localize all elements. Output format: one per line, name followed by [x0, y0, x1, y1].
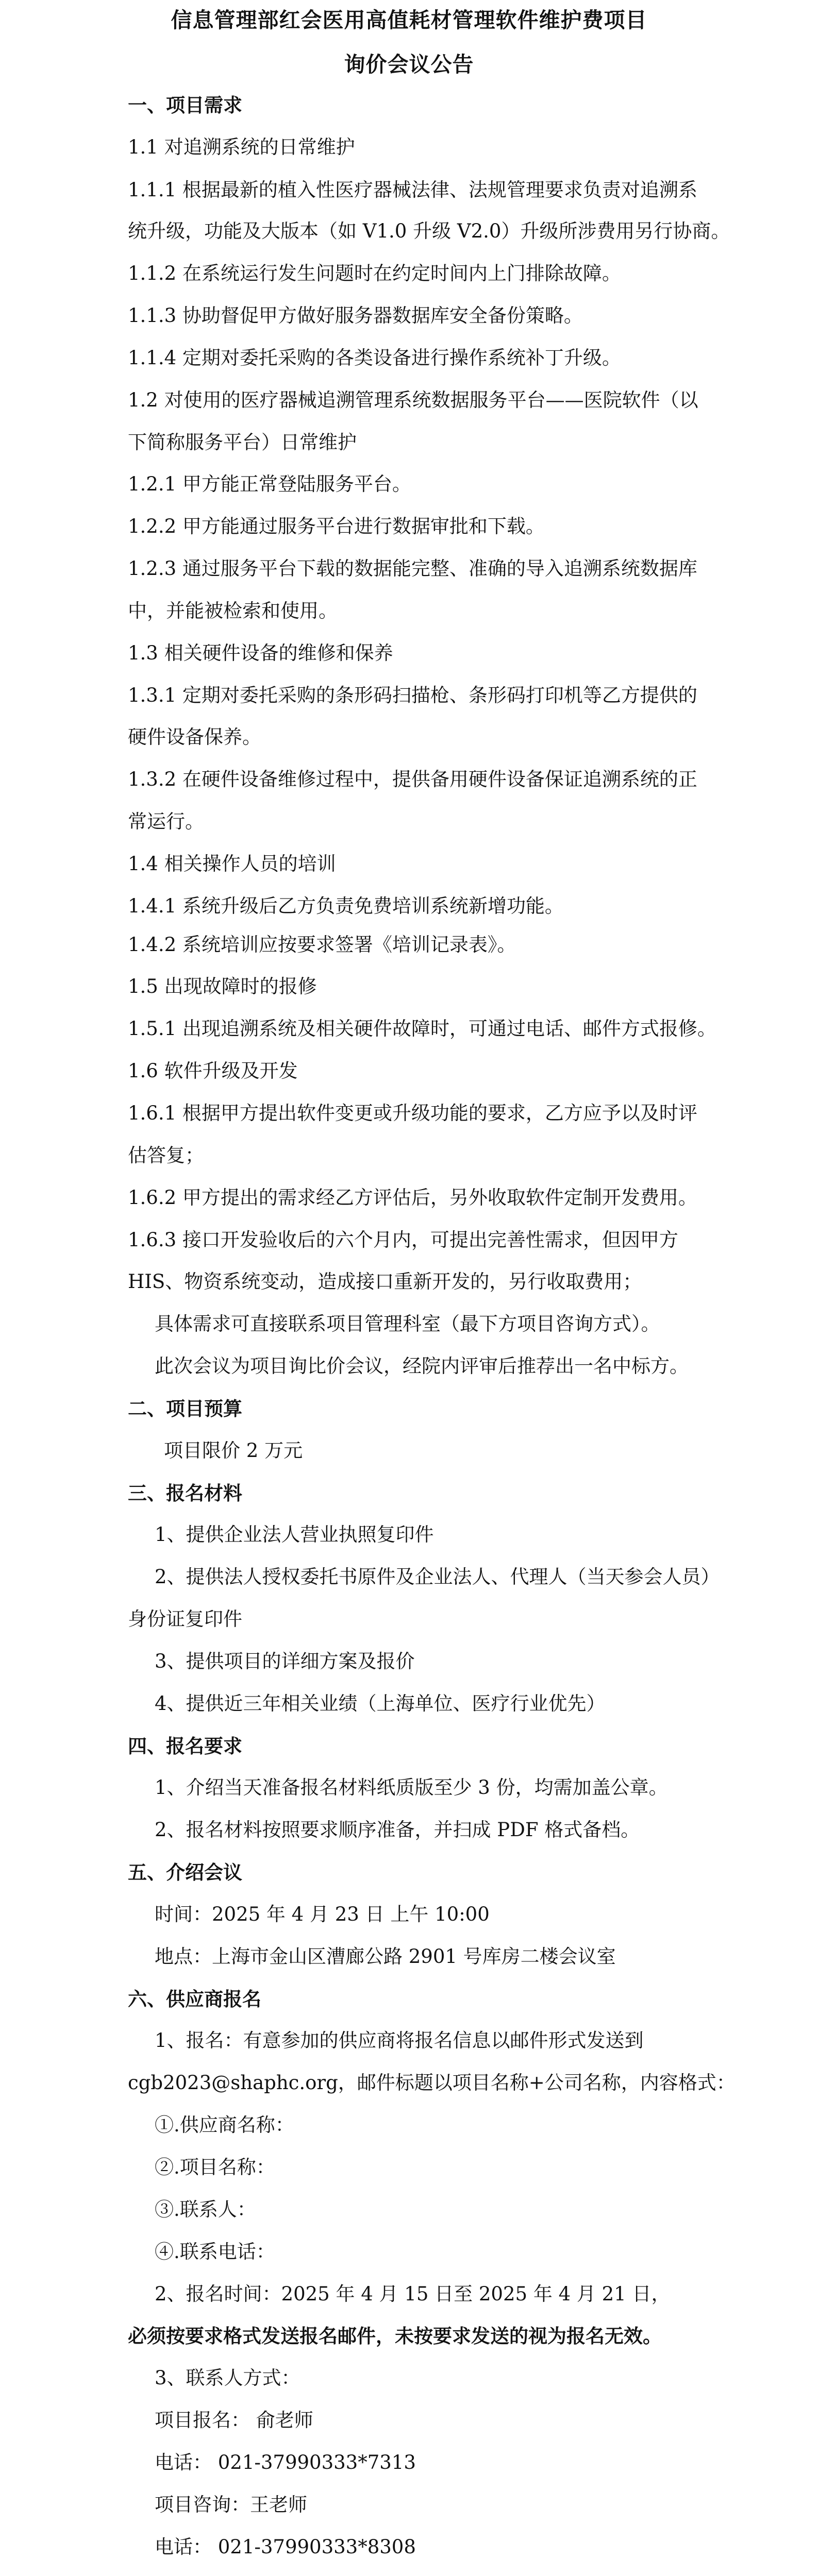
section-heading-materials: 三、报名材料: [128, 1482, 242, 1504]
paragraph-line: 1.6.2 甲方提出的需求经乙方评估后，另外收取软件定制开发费用。: [128, 1187, 697, 1209]
paragraph-line: 1.6.1 根据甲方提出软件变更或升级功能的要求，乙方应予以及时评: [128, 1102, 697, 1124]
form-field-item: ③.联系人：: [155, 2198, 256, 2221]
meeting-time: 时间：2025 年 4 月 23 日 上午 10:00: [155, 1903, 490, 1925]
list-item: 4、提供近三年相关业绩（上海单位、医疗行业优先）: [155, 1692, 606, 1715]
form-field-item: ④.联系电话：: [155, 2241, 275, 2263]
list-item: 1、报名：有意参加的供应商将报名信息以邮件形式发送到: [155, 2029, 644, 2052]
contact-line: 电话： 021-37990333*7313: [155, 2451, 416, 2473]
list-item: 3、联系人方式：: [155, 2367, 301, 2389]
paragraph-line: 1.1.1 根据最新的植入性医疗器械法律、法规管理要求负责对追溯系: [128, 179, 697, 201]
paragraph-line: 1.4.2 系统培训应按要求签署《培训记录表》。: [128, 934, 516, 956]
paragraph-line: 1.5 出现故障时的报修: [128, 975, 317, 997]
list-item: 3、提供项目的详细方案及报价: [155, 1650, 415, 1672]
list-item: 1、介绍当天准备报名材料纸质版至少 3 份，均需加盖公章。: [155, 1776, 668, 1799]
paragraph-line: 1.3.2 在硬件设备维修过程中，提供备用硬件设备保证追溯系统的正: [128, 768, 697, 790]
section-heading-requirements-signup: 四、报名要求: [128, 1735, 242, 1757]
paragraph-line: 此次会议为项目询比价会议，经院内评审后推荐出一名中标方。: [155, 1355, 689, 1377]
paragraph-line: 1.5.1 出现追溯系统及相关硬件故障时，可通过电话、邮件方式报修。: [128, 1018, 716, 1040]
meeting-location: 地点：上海市金山区漕廊公路 2901 号库房二楼会议室: [155, 1945, 616, 1968]
contact-line: 项目咨询：王老师: [155, 2494, 307, 2516]
form-field-item: ①.供应商名称：: [155, 2114, 294, 2136]
paragraph-line: 1.1 对追溯系统的日常维护: [128, 136, 355, 158]
paragraph-line: 1.6 软件升级及开发: [128, 1060, 298, 1082]
list-item: 2、提供法人授权委托书原件及企业法人、代理人（当天参会人员）: [155, 1566, 720, 1588]
notice-warning: 必须按要求格式发送报名邮件，未按要求发送的视为报名无效。: [128, 2325, 662, 2347]
contact-line: 项目报名： 俞老师: [155, 2409, 313, 2431]
page-subtitle: 询价会议公告: [344, 52, 474, 77]
page-title: 信息管理部红会医用高值耗材管理软件维护费项目: [171, 8, 647, 32]
paragraph-line: 1.1.4 定期对委托采购的各类设备进行操作系统补丁升级。: [128, 347, 621, 369]
section-heading-meeting: 五、介绍会议: [128, 1861, 242, 1884]
paragraph-line: 具体需求可直接联系项目管理科室（最下方项目咨询方式）。: [155, 1313, 660, 1335]
paragraph-line: 1.3.1 定期对委托采购的条形码扫描枪、条形码打印机等乙方提供的: [128, 684, 697, 706]
paragraph-line: 估答复；: [128, 1144, 204, 1166]
paragraph-line: 1.4.1 系统升级后乙方负责免费培训系统新增功能。: [128, 895, 564, 917]
paragraph-line: 1.4 相关操作人员的培训: [128, 853, 336, 875]
paragraph-line: 常运行。: [128, 810, 204, 833]
contact-line: 电话： 021-37990333*8308: [155, 2536, 416, 2558]
paragraph-line: 1.2.3 通过服务平台下载的数据能完整、准确的导入追溯系统数据库: [128, 557, 697, 580]
list-item: 身份证复印件: [128, 1608, 242, 1630]
paragraph-line: 1.2.1 甲方能正常登陆服务平台。: [128, 473, 411, 495]
paragraph-line: 统升级，功能及大版本（如 V1.0 升级 V2.0）升级所涉费用另行协商。: [128, 220, 730, 242]
list-item: 2、报名材料按照要求顺序准备，并扫成 PDF 格式备档。: [155, 1819, 640, 1841]
paragraph-line: HIS、物资系统变动，造成接口重新开发的，另行收取费用；: [128, 1270, 642, 1293]
paragraph-line: 1.6.3 接口开发验收后的六个月内，可提出完善性需求，但因甲方: [128, 1229, 678, 1251]
paragraph-line: 1.2.2 甲方能通过服务平台进行数据审批和下载。: [128, 515, 545, 537]
list-item: 2、报名时间：2025 年 4 月 15 日至 2025 年 4 月 21 日，: [155, 2283, 671, 2305]
paragraph-line: 1.1.2 在系统运行发生问题时在约定时间内上门排除故障。: [128, 262, 621, 284]
paragraph-line: 硬件设备保养。: [128, 726, 261, 748]
paragraph-line: 1.2 对使用的医疗器械追溯管理系统数据服务平台——医院软件（以: [128, 389, 698, 411]
section-heading-budget: 二、项目预算: [128, 1397, 242, 1420]
list-item: 1、提供企业法人营业执照复印件: [155, 1523, 434, 1546]
list-item: cgb2023@shaphc.org，邮件标题以项目名称+公司名称，内容格式：: [128, 2072, 736, 2094]
form-field-item: ②.项目名称：: [155, 2156, 275, 2178]
paragraph-line: 1.3 相关硬件设备的维修和保养: [128, 642, 393, 664]
budget-limit: 项目限价 2 万元: [164, 1439, 303, 1462]
paragraph-line: 下简称服务平台）日常维护: [128, 431, 357, 453]
section-heading-supplier-signup: 六、供应商报名: [128, 1988, 261, 2010]
paragraph-line: 1.1.3 协助督促甲方做好服务器数据库安全备份策略。: [128, 304, 583, 327]
section-heading-requirements: 一、项目需求: [128, 94, 242, 116]
paragraph-line: 中，并能被检索和使用。: [128, 600, 338, 622]
